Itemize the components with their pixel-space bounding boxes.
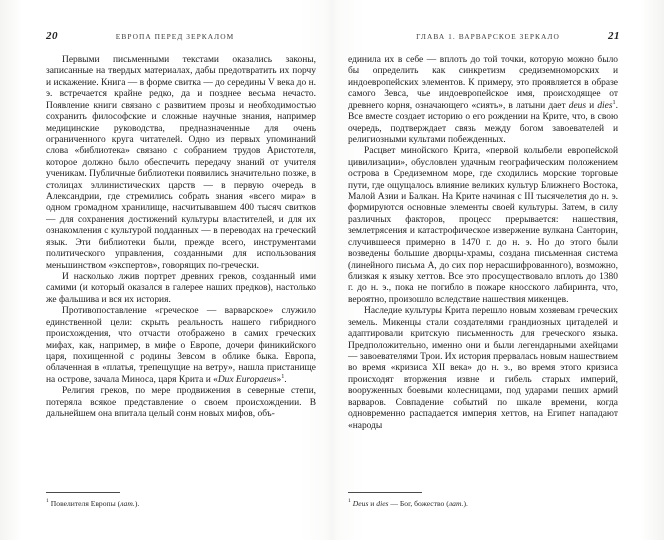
footnote-gloss-text: — Бог, божество ( [388, 498, 449, 508]
paragraph: Расцвет минойского Крита, «первой колыбели европейской цивилизации», обусловлен удачным географическим положением острова в Средиземном море, где сходились морские торговые пути, где ощущалось влияние великих культур Ближнего Востока, Малой Азии и Балкан. На Крите начиная с III тысячелетия до н. э. формируются основные элементы своей культуры. Затем, в силу различных факторов, процесс прерывается: нашествия, землетрясения и катастрофическое извержение вулкана Санторин, случившееся примерно в 1470 г. до н. э. Но до этого были возведены большие дворцы-храмы, создана письменная система (линейного письма А, до сих пор нерасшифрованного), возможно, близкая к языку хеттов. Все это просуществовало вплоть до 1380 г. до н. э., пока не погибло в пожаре кносского лабиринта, что, вероятно, произошло вследствие нашествия микенцев. [348, 146, 618, 305]
footnote-language-abbreviation: лат. [448, 498, 464, 508]
paragraph: Наследие культуры Крита перешло новым хозяевам греческих земель. Микенцы стали создателями грандиозных цитаделей и адаптировали критскую письменность для греческого языка. Предположительно, именно они и были легендарными ахейцами — завоевателями Трои. Их история прервалась новым нашествием во время «кризиса XII века» до н. э., во время этого кризиса происходят вторжения извне и гибель старых империй, вооруженных боевыми колесницами, под ударами пеших армий варваров. Совпадение событий по шкале времени, когда одновременно распадается империя хеттов, на Египет нападают «народы [348, 306, 618, 431]
left-running-title: ЕВРОПА ПЕРЕД ЗЕРКАЛОМ [115, 32, 235, 41]
paragraph-text-after-italic: » [276, 374, 282, 385]
left-page-number: 20 [46, 30, 58, 42]
latin-word-deus: deus [568, 100, 587, 111]
right-page-inner [332, 0, 664, 540]
footnote-marker: 1 [348, 497, 351, 504]
footnote-latin-word-dies: dies [376, 498, 389, 508]
paragraph-text-tail: . [284, 374, 287, 385]
footnote-text-after-italic: ). [134, 498, 140, 508]
paragraph: Первыми письменными текстами оказались законы, записанные на твердых материалах, дабы предотвратить их порчу и искажение. Книга — в форме свитка — до середины V века до н. э. встречается крайне редко, да и позднее весьма нечасто. Появление книги связано с развитием прозы и необходимостью сохранить философские и сложные научные знания, например медицинские руководства, предназначенные для очень ограниченного круга читателей. Одно из первых упоминаний слова «библиотека» связано с собранием трудов Аристотеля, которое должно было обеспечить передачу знаний от учителя ученикам. Публичные библиотеки появились значительно позже, в столицах эллинистических царств — в первую очередь в Александрии, где стремились собрать знания «всего мира» в одном громадном хранилище, насчитывавшем 400 тысяч свитков — для сохранения достижений культуры властителей, и для их ознакомления с культурой подданных — в переводах на греческий язык. Эти библиотеки были, прежде всего, инструментами политического управления, созданными для использования меньшинством «экспертов», говорящих по-гречески. [46, 55, 316, 271]
footnote-separator-rule [348, 492, 422, 493]
left-footnote-zone [46, 492, 316, 509]
right-page [332, 0, 664, 540]
paragraph [348, 55, 618, 146]
footnote-language-abbreviation: лат. [120, 498, 135, 508]
right-page-number: 21 [608, 30, 620, 42]
latin-phrase-dux-europaeus: Dux Europaeus [217, 374, 277, 385]
footnote [46, 499, 316, 509]
footnote-latin-word-deus: Deus [352, 498, 369, 508]
left-text-column [46, 55, 316, 421]
latin-word-dies: dies [597, 100, 613, 111]
footnote-text-tail: ). [463, 498, 468, 508]
right-running-head [352, 30, 620, 44]
footnote-separator-rule [46, 492, 120, 493]
footnote-marker: 1 [46, 497, 49, 504]
paragraph-text-after-italic: . Все вместе создает историю о его рождении на Крите, что, в свою очередь, подтверждает связь между богом завоевателей и религиозными культами побежденных. [348, 100, 618, 145]
left-running-head [46, 30, 308, 44]
paragraph-text-before-italic: единила их в себе — вплоть до той точки, которую можно было бы определить как синкретизм средиземноморских и индоевропейских элементов. К примеру, это проявляется в образе самого Зевса, чье индоевропейское имя, происходящее от древнего корня, означающего «сиять», в латыни дает [348, 55, 618, 111]
paragraph-text-before-italic: Противопоставление «греческое — варварское» служило единственной цели: скрыть реальность нашего гибридного происхождения, что отчасти отображено в самих греческих мифах, как, например, в мифе о Европе, дочери финикийского царя, похищенной с родины Зевсом в облике быка. Европа, облаченная в «платья, трепещущие на ветру», нашла пристанище на острове, зачала Миноса, царя Крита и « [46, 306, 316, 385]
paragraph: Религия греков, по мере продвижения в северные степи, потеряла всякое представление о своем происхождении. В дальнейшем она впитала целый сонм новых мифов, объ- [46, 386, 316, 420]
footnote-reference[interactable]: 1 [612, 98, 616, 106]
footnote-reference[interactable]: 1 [281, 372, 285, 380]
paragraph [46, 306, 316, 386]
footnote-text-before-italic: Повелителя Европы ( [50, 498, 121, 508]
paragraph: И насколько лжив портрет древних греков, созданный ими самими (и который оказался в галерее наших предков), настолько же фальшива и вся их история. [46, 272, 316, 305]
paragraph-text-conjunction: и [586, 100, 598, 111]
right-footnote-zone [348, 492, 618, 509]
footnote-conjunction: и [368, 498, 377, 508]
footnote [348, 499, 618, 509]
right-running-title: ГЛАВА 1. ВАРВАРСКОЕ ЗЕРКАЛО [416, 32, 560, 41]
right-text-column [348, 55, 618, 432]
